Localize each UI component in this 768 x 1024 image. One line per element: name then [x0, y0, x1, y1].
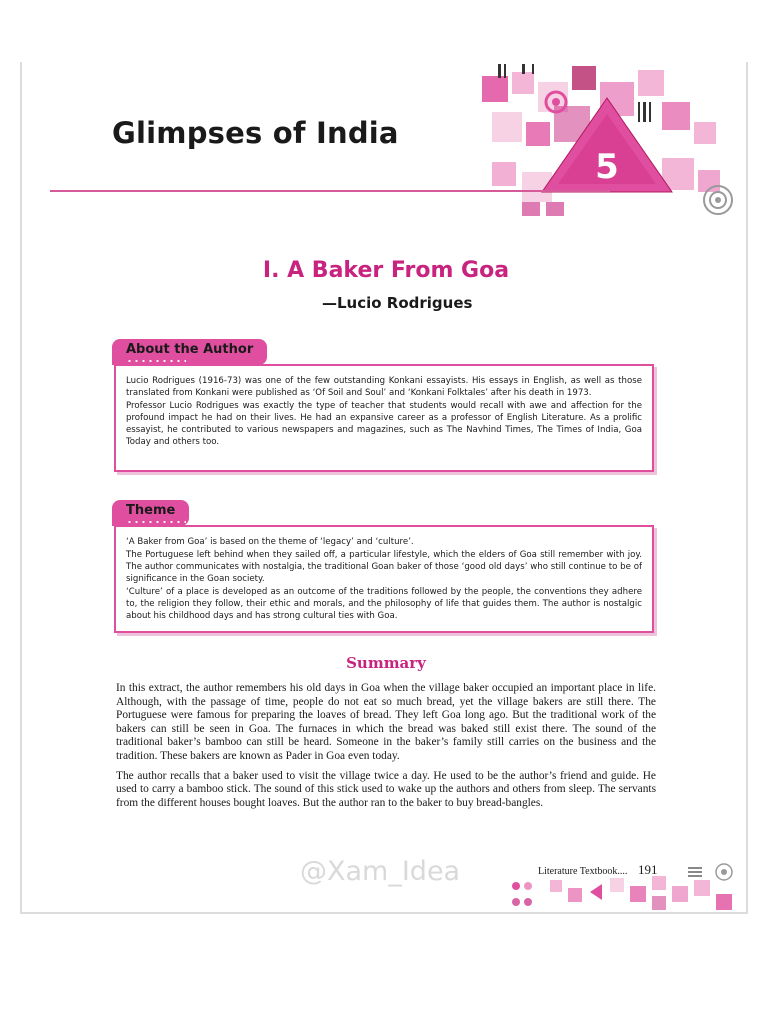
theme-paragraph: ‘Culture’ of a place is developed as an outcome of the traditions followed by the people, the conventions they adhere to, the religion they follow, their ethic and morals, and the philosophy of life that guides them. The author is nostalgic about his childhood days and has strong cultural ties with Goa. [126, 587, 642, 621]
about-author-paragraph: Lucio Rodrigues (1916-73) was one of the few outstanding Konkani essayists. His essays in English, as well as those translated from Konkani were published as ‘Of Soil and Soul’ and ‘Konkani Folktales’ after his death in 1973. [126, 376, 642, 398]
summary-heading: Summary [346, 654, 426, 672]
about-author-paragraph: Professor Lucio Rodrigues was exactly the type of teacher that students would recall with awe and affection for the profound impact he had on their lives. He had an expansive career as a professor of English Literature. As a prolific essayist, he contributed to various newspapers and magazines, such as The Navhind Times, The Times of India, Goa Today and others too. [126, 401, 642, 447]
tag-dots [126, 521, 186, 523]
theme-paragraph: ‘A Baker from Goa’ is based on the theme of ‘legacy’ and ‘culture’. [126, 537, 414, 547]
watermark: @Xam_Idea [300, 856, 461, 887]
footer-label: Literature Textbook.... [538, 866, 628, 877]
summary-body [116, 682, 656, 816]
textbook-page [20, 62, 748, 914]
about-author-box [114, 364, 654, 472]
summary-paragraph: In this extract, the author remembers his old days in Goa when the village baker occupied an important place in life. Although, with the passage of time, people do not eat so much bread, yet the village bakers are still there. The Portuguese were famous for preparing the loaves of bread. They left Goa long ago. But the traditional work of the bakers can still be seen in Goa. The furnaces in which the bread was baked still exist there. The sound of the traditional baker’s bamboo can still be heard. Someone in the baker’s family still carries on the business and the tradition. These bakers are known as Pader in Goa even today. [116, 682, 656, 762]
summary-paragraph: The author recalls that a baker used to visit the village twice a day. He used to be the author’s friend and guide. He used to carry a bamboo stick. The sound of this stick used to wake up the authors and others from sleep. The servants from the different houses bought loaves. But the author ran to the baker to buy bread-bangles. [116, 769, 656, 809]
theme-tag [112, 500, 189, 526]
tag-dots [126, 360, 186, 362]
section-title: I. A Baker From Goa [262, 258, 510, 283]
about-author-tag [112, 339, 267, 365]
title-divider [50, 190, 610, 192]
chapter-header-decoration [462, 62, 752, 220]
chapter-number: 5 [595, 147, 619, 187]
theme-paragraph: The Portuguese left behind when they sailed off, a particular lifestyle, which the elders of Goa still remember with joy. The author communicates with nostalgia, the traditional Goan baker of those ‘good old days’ who still continue to be of significance in the Goan society. [126, 550, 642, 584]
theme-tag-label: Theme [126, 503, 176, 518]
about-author-tag-label: About the Author [126, 342, 254, 357]
theme-box [114, 525, 654, 633]
chapter-title: Glimpses of India [112, 116, 399, 150]
author-byline: —Lucio Rodrigues [322, 294, 473, 312]
page-number: 191 [638, 862, 658, 877]
